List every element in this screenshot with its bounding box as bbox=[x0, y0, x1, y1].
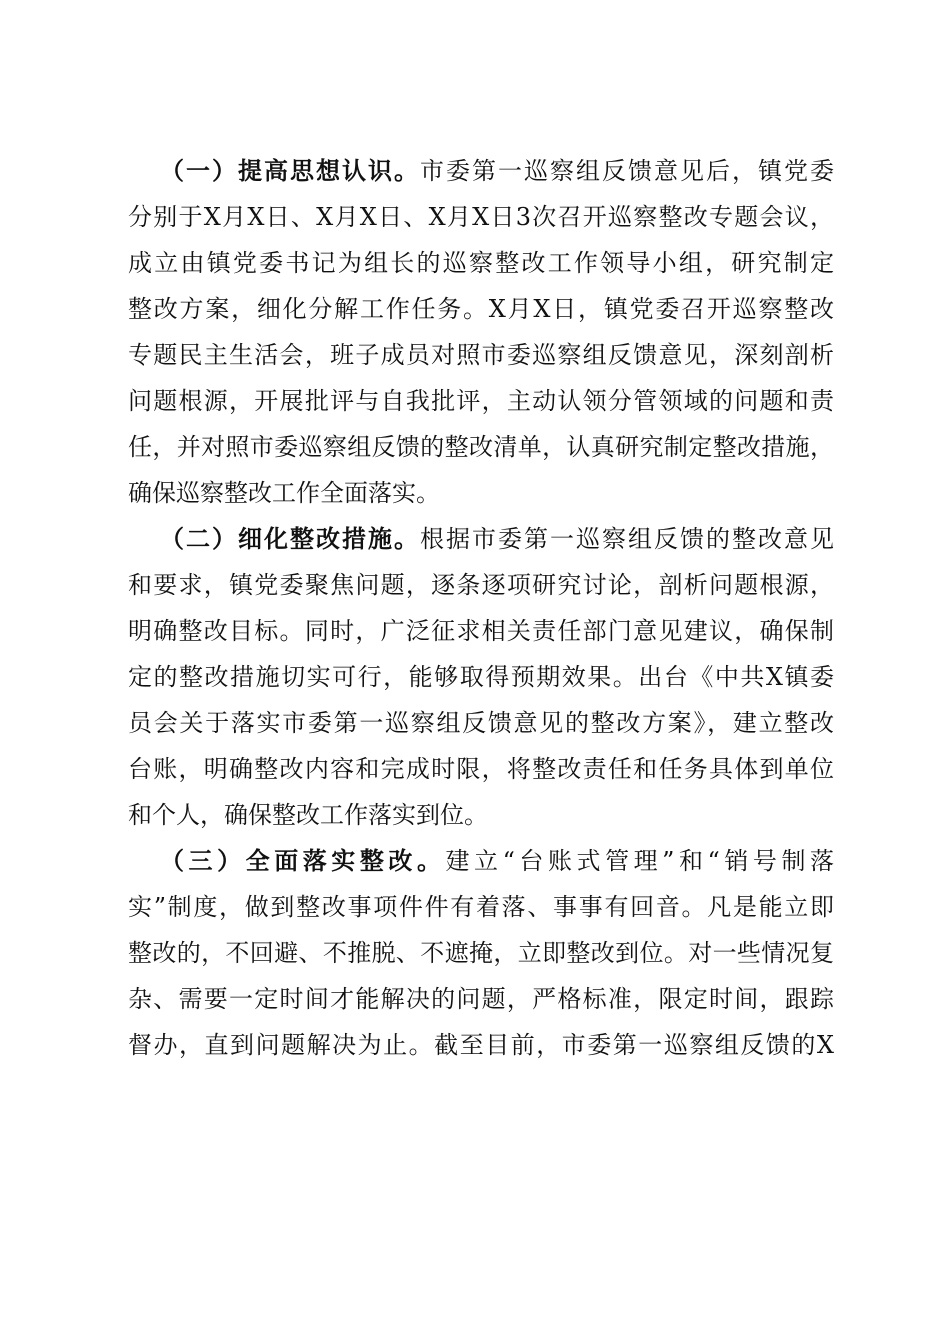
section-heading: （二）细化整改措施。 bbox=[160, 524, 420, 553]
paragraph-line: 明确整改目标。同时，广泛征求相关责任部门意见建议，确保制 bbox=[128, 617, 834, 645]
paragraph-line: 员会关于落实市委第一巡察组反馈意见的整改方案》，建立整改 bbox=[128, 709, 834, 737]
paragraph-line: 督办，直到问题解决为止。截至目前，市委第一巡察组反馈的X bbox=[128, 1031, 834, 1059]
paragraph-line: 任，并对照市委巡察组反馈的整改清单，认真研究制定整改措施， bbox=[128, 433, 834, 461]
paragraph-line: 和要求，镇党委聚焦问题，逐条逐项研究讨论，剖析问题根源， bbox=[128, 571, 834, 599]
paragraph-line: （三）全面落实整改。建立“台账式管理”和“销号制落 bbox=[160, 846, 835, 875]
paragraph-3 bbox=[128, 838, 834, 1068]
section-heading: （一）提高思想认识。 bbox=[160, 156, 420, 185]
paragraph-1 bbox=[128, 148, 834, 516]
paragraph-2 bbox=[128, 516, 834, 838]
document-body bbox=[128, 148, 834, 1068]
paragraph-line: 分别于X月X日、X月X日、X月X日3次召开巡察整改专题会议， bbox=[128, 203, 834, 231]
paragraph-line: 专题民主生活会，班子成员对照市委巡察组反馈意见，深刻剖析 bbox=[128, 341, 834, 369]
paragraph-line: 成立由镇党委书记为组长的巡察整改工作领导小组，研究制定 bbox=[128, 249, 834, 277]
paragraph-line: 定的整改措施切实可行，能够取得预期效果。出台《中共X镇委 bbox=[128, 663, 834, 691]
paragraph-line: （一）提高思想认识。市委第一巡察组反馈意见后，镇党委 bbox=[160, 156, 834, 185]
paragraph-line: 和个人，确保整改工作落实到位。 bbox=[128, 801, 488, 829]
paragraph-line: 整改方案，细化分解工作任务。X月X日，镇党委召开巡察整改 bbox=[128, 295, 834, 323]
paragraph-line: 实”制度，做到整改事项件件有着落、事事有回音。凡是能立即 bbox=[128, 893, 834, 921]
paragraph-line: 确保巡察整改工作全面落实。 bbox=[128, 479, 440, 507]
paragraph-line: 整改的，不回避、不推脱、不遮掩，立即整改到位。对一些情况复 bbox=[128, 939, 834, 967]
paragraph-line: 杂、需要一定时间才能解决的问题，严格标准，限定时间，跟踪 bbox=[128, 985, 834, 1013]
paragraph-line: 问题根源，开展批评与自我批评，主动认领分管领域的问题和责 bbox=[128, 387, 834, 415]
paragraph-line: （二）细化整改措施。根据市委第一巡察组反馈的整改意见 bbox=[160, 524, 834, 553]
paragraph-line: 台账，明确整改内容和完成时限，将整改责任和任务具体到单位 bbox=[128, 755, 834, 783]
section-heading: （三）全面落实整改。 bbox=[160, 846, 446, 875]
